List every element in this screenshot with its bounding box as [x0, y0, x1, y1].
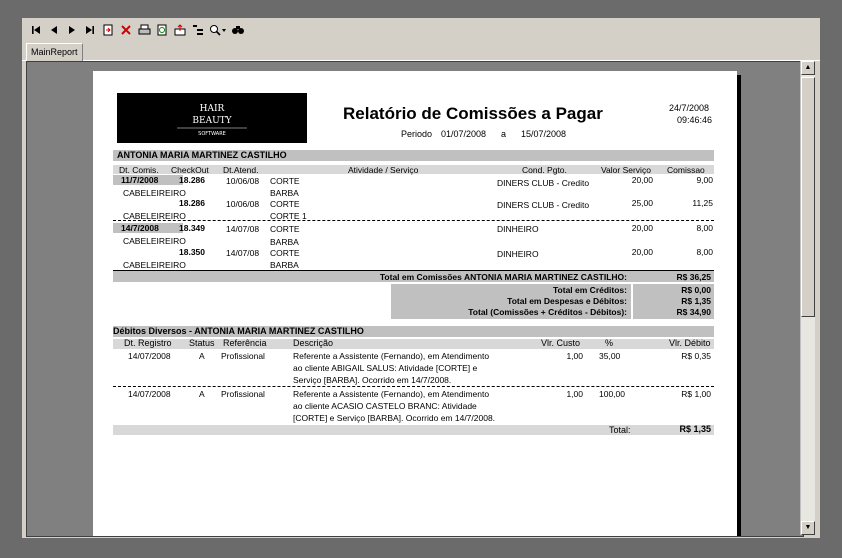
col-checkout: CheckOut	[171, 165, 209, 175]
row-cargo: CABELEIREIRO	[123, 236, 186, 246]
zoom-icon[interactable]	[208, 22, 228, 38]
scroll-thumb[interactable]	[801, 77, 815, 317]
export-icon[interactable]	[172, 22, 188, 38]
logo-line-2: BEAUTY	[192, 116, 232, 126]
debito-pct: 35,00	[599, 351, 621, 361]
debito-status: A	[199, 351, 205, 361]
debito-ref: Profissional	[221, 389, 265, 399]
debito-desc-line: Referente a Assistente (Fernando), em Atendimento	[293, 389, 490, 399]
debito-pct: 100,00	[599, 389, 625, 399]
total-geral-label: Total (Comissões + Créditos - Débitos):	[468, 307, 627, 317]
debito-desc-line: Referente a Assistente (Fernando), em Atendimento	[293, 351, 490, 361]
debito-desc-line: Serviço [BARBA]. Ocorrido em 14/7/2008.	[293, 375, 452, 385]
scroll-up-icon[interactable]: ▲	[801, 61, 815, 75]
report-title: Relatório de Comissões a Pagar	[343, 104, 603, 123]
goto-page-icon[interactable]	[100, 22, 116, 38]
group-separator	[113, 220, 714, 221]
toolbar	[22, 18, 820, 42]
row-comissao: 8,00	[696, 223, 713, 233]
col-cond-pgto: Cond. Pgto.	[522, 165, 567, 175]
col-referencia: Referência	[223, 338, 267, 348]
debitos-total-label: Total:	[609, 425, 631, 435]
row-checkout: 18.286	[179, 198, 205, 208]
debito-dt: 14/07/2008	[128, 351, 171, 361]
row-sub: BARBA	[270, 237, 299, 247]
row-servico: CORTE	[270, 176, 300, 186]
report-time: 09:46:46	[677, 115, 713, 125]
row-cargo: CABELEIREIRO	[123, 260, 186, 270]
row-cond: DINHEIRO	[497, 249, 539, 259]
col-vlr-debito: Vlr. Débito	[669, 338, 711, 348]
tree-icon[interactable]	[190, 22, 206, 38]
search-icon[interactable]	[230, 22, 246, 38]
logo-line-3: SOFTWARE	[198, 131, 226, 137]
period-label: Periodo	[401, 129, 433, 139]
debito-desc-line: ao cliente ABIGAIL SALUS: Atividade [CORTE] e	[293, 363, 478, 373]
tab-main-report[interactable]: MainReport	[26, 43, 83, 61]
period-from: 01/07/2008	[441, 129, 487, 139]
row-dt: 10/06/08	[226, 199, 260, 209]
refresh-icon[interactable]	[154, 22, 170, 38]
total-creditos-value: R$ 0,00	[681, 285, 711, 295]
col-descricao: Descrição	[293, 338, 334, 348]
debito-ref: Profissional	[221, 351, 265, 361]
row-cond: DINHEIRO	[497, 224, 539, 234]
total-despesas-value: R$ 1,35	[681, 296, 711, 306]
vertical-scrollbar[interactable]	[800, 61, 815, 535]
next-page-icon[interactable]	[64, 22, 80, 38]
row-comissao: 8,00	[696, 247, 713, 257]
row-valor: 20,00	[631, 247, 653, 257]
debito-custo: 1,00	[566, 351, 583, 361]
debito-valor: R$ 1,00	[681, 389, 711, 399]
debitos-total-value: R$ 1,35	[679, 424, 711, 434]
total-creditos-label: Total em Créditos:	[553, 285, 627, 295]
debito-dt: 14/07/2008	[128, 389, 171, 399]
row-servico: CORTE	[270, 224, 300, 234]
debito-valor: R$ 0,35	[681, 351, 711, 361]
report-viewport[interactable]	[26, 61, 804, 537]
col-vlr-custo: Vlr. Custo	[541, 338, 581, 348]
first-page-icon[interactable]	[28, 22, 44, 38]
row-cond: DINERS CLUB - Credito	[497, 200, 590, 210]
col-status: Status	[189, 338, 215, 348]
print-icon[interactable]	[136, 22, 152, 38]
debitos-title: Débitos Diversos - ANTONIA MARIA MARTINEZ CASTILHO	[113, 326, 364, 336]
row-sub: BARBA	[270, 260, 299, 270]
total-comissoes-value: R$ 36,25	[676, 272, 711, 282]
employee-name: ANTONIA MARIA MARTINEZ CASTILHO	[117, 150, 287, 160]
group-date: 14/7/2008	[121, 223, 159, 233]
row-sub: CORTE 1	[270, 211, 307, 221]
row-checkout: 18.286	[179, 175, 205, 185]
debito-desc-line: ao cliente ACASIO CASTELO BRANC: Atividade	[293, 401, 477, 411]
row-servico: CORTE	[270, 199, 300, 209]
col-percent: %	[605, 338, 614, 348]
row-dt: 14/07/08	[226, 224, 260, 234]
total-despesas-label: Total em Despesas e Débitos:	[507, 296, 627, 306]
logo-line-1: HAIR	[199, 104, 225, 114]
scroll-down-icon[interactable]: ▼	[801, 521, 815, 535]
row-valor: 20,00	[631, 223, 653, 233]
row-cargo: CABELEIREIRO	[123, 188, 186, 198]
period-to: 15/07/2008	[521, 129, 567, 139]
col-valor-servico: Valor Serviço	[601, 165, 651, 175]
col-dt-comis: Dt. Comis.	[119, 165, 159, 175]
row-checkout: 18.350	[179, 247, 205, 257]
row-servico: CORTE	[270, 248, 300, 258]
row-cargo: CABELEIREIRO	[123, 211, 186, 221]
tab-strip	[22, 42, 820, 61]
row-comissao: 9,00	[696, 175, 713, 185]
total-geral-value: R$ 34,90	[676, 307, 711, 317]
report-viewer	[22, 18, 820, 538]
report-page	[93, 71, 737, 537]
last-page-icon[interactable]	[82, 22, 98, 38]
close-icon[interactable]	[118, 22, 134, 38]
col-atividade: Atividade / Serviço	[348, 165, 419, 175]
debito-custo: 1,00	[566, 389, 583, 399]
row-valor: 20,00	[631, 175, 653, 185]
debito-desc-line: [CORTE] e Serviço [BARBA]. Ocorrido em 14/7/2008.	[293, 413, 496, 423]
row-checkout: 18.349	[179, 223, 205, 233]
company-logo	[117, 93, 307, 143]
prev-page-icon[interactable]	[46, 22, 62, 38]
col-dt-atend: Dt.Atend.	[223, 165, 259, 175]
row-dt: 10/06/08	[226, 176, 260, 186]
period-sep: a	[501, 129, 507, 139]
col-comissao: Comissao	[667, 165, 705, 175]
row-comissao: 11,25	[692, 198, 713, 208]
row-dt: 14/07/08	[226, 248, 260, 258]
row-valor: 25,00	[631, 198, 653, 208]
total-comissoes-label: Total em Comissões ANTONIA MARIA MARTINEZ CASTILHO:	[379, 272, 627, 282]
debito-status: A	[199, 389, 205, 399]
report-date: 24/7/2008	[669, 103, 710, 113]
group-date: 11/7/2008	[121, 175, 159, 185]
row-sub: BARBA	[270, 188, 299, 198]
debitos-separator	[113, 386, 714, 387]
row-cond: DINERS CLUB - Credito	[497, 178, 590, 188]
col-dt-registro: Dt. Registro	[124, 338, 172, 348]
